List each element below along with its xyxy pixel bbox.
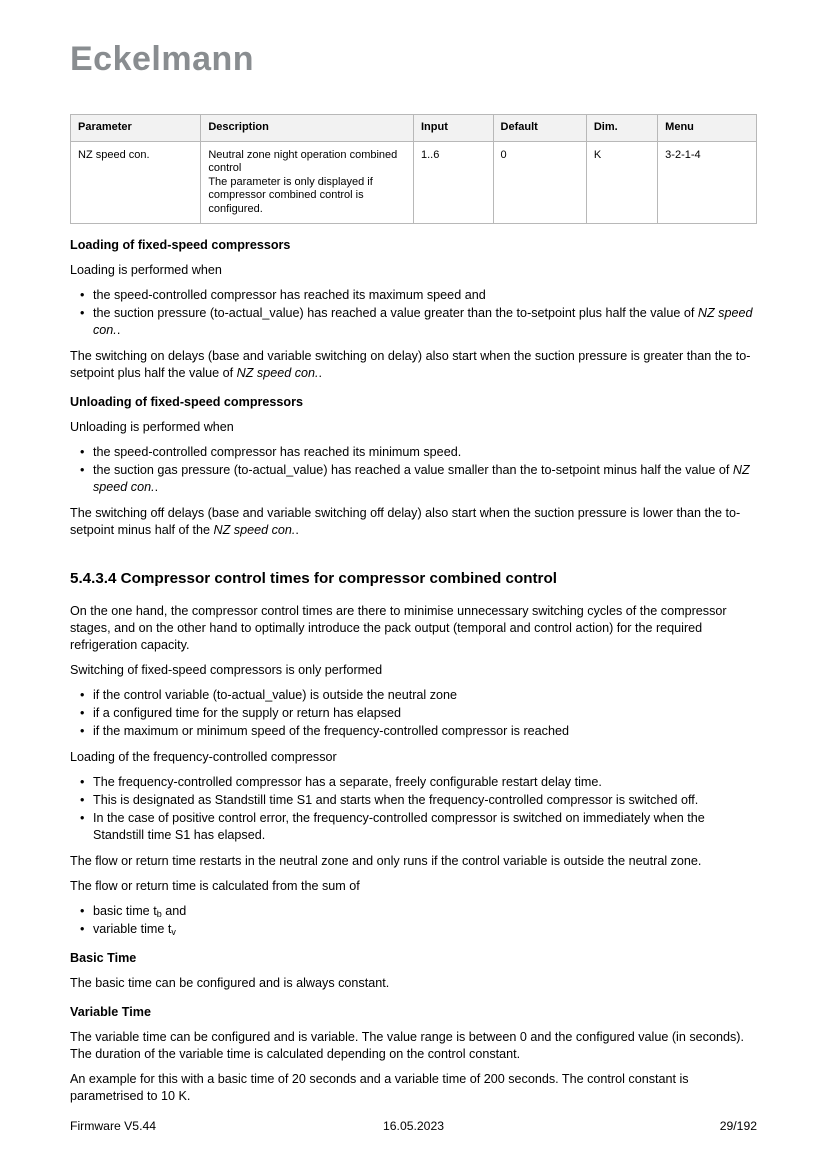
list-item: • the speed-controlled compressor has reached its maximum speed and (80, 287, 757, 304)
parameter-table (70, 114, 757, 224)
list-item: • if the control variable (to-actual_value) is outside the neutral zone (80, 687, 757, 704)
paragraph: Loading is performed when (70, 263, 222, 277)
description-line-1: Neutral zone night operation combined control (208, 148, 398, 174)
table-row (71, 141, 757, 224)
eckelmann-logo: Eckelmann (70, 40, 255, 78)
table-header-dim: Dim. (586, 115, 657, 142)
paragraph: An example for this with a basic time of 20 seconds and a variable time of 200 seconds. The control constant is parametrised to 10 K. (70, 1072, 689, 1103)
list-item: • if the maximum or minimum speed of the frequency-controlled compressor is reached (80, 723, 757, 740)
loading-bullet-list (80, 287, 757, 339)
table-header-parameter: Parameter (71, 115, 201, 142)
footer-page-number: 29/192 (719, 1119, 757, 1133)
switching-bullet-list (80, 687, 757, 740)
paragraph: The basic time can be configured and is always constant. (70, 976, 390, 990)
document-body (70, 237, 757, 1105)
footer-firmware-version: Firmware V5.44 (70, 1119, 157, 1133)
heading-basic-time: Basic Time (70, 951, 137, 965)
heading-unloading: Unloading of fixed-speed compressors (70, 395, 304, 409)
cell-dim: K (586, 141, 657, 224)
table-header-default: Default (493, 115, 586, 142)
description-line-2: The parameter is only displayed if compressor combined control is configured. (208, 175, 373, 215)
list-item: • the suction pressure (to-actual_value) has reached a value greater than the to-setpoint plus half the value of NZ speed con.. (80, 305, 757, 339)
paragraph: Loading of the frequency-controlled compressor (70, 750, 337, 764)
list-item: • The frequency-controlled compressor has a separate, freely configurable restart delay time. (80, 774, 757, 791)
subscript-v: v (171, 927, 176, 937)
table-header-description: Description (201, 115, 414, 142)
list-item: • the speed-controlled compressor has reached its minimum speed. (80, 444, 757, 461)
table-header-row (71, 115, 757, 142)
paragraph: The switching on delays (base and variable switching on delay) also start when the suction pressure is greater than the to-setpoint plus half the value of NZ speed con.. (70, 349, 751, 380)
list-item: • This is designated as Standstill time S1 and starts when the frequency-controlled compressor is switched off. (80, 792, 757, 809)
cell-default: 0 (493, 141, 586, 224)
cell-input: 1..6 (413, 141, 493, 224)
table-header-input: Input (413, 115, 493, 142)
list-item: • the suction gas pressure (to-actual_value) has reached a value smaller than the to-setpoint minus half the value of NZ speed con.. (80, 462, 757, 496)
list-item: • In the case of positive control error, the frequency-controlled compressor is switched on immediately when the Standstill time S1 has elapsed. (80, 810, 757, 844)
sum-bullet-list (80, 903, 757, 938)
section-heading-5-4-3-4: 5.4.3.4 Compressor control times for compressor combined control (70, 570, 557, 587)
frequency-bullet-list (80, 774, 757, 844)
cell-description (201, 141, 414, 224)
list-item: • basic time $t_b$ and (80, 903, 757, 920)
paragraph: Unloading is performed when (70, 420, 234, 434)
paragraph: The variable time can be configured and is variable. The value range is between 0 and the configured value (in seconds). The duration of the variable time is calculated depending on the control constant. (70, 1030, 744, 1061)
list-item: • if a configured time for the supply or return has elapsed (80, 705, 757, 722)
list-item: • variable time $t_v$ (80, 921, 757, 938)
paragraph: The flow or return time restarts in the neutral zone and only runs if the control variable is outside the neutral zone. (70, 854, 702, 868)
unloading-bullet-list (80, 444, 757, 496)
paragraph: The switching off delays (base and variable switching off delay) also start when the suction pressure is lower than the to-setpoint minus half of the NZ speed con.. (70, 506, 741, 537)
heading-loading: Loading of fixed-speed compressors (70, 238, 291, 252)
heading-variable-time: Variable Time (70, 1005, 151, 1019)
paragraph: The flow or return time is calculated from the sum of (70, 879, 360, 893)
paragraph: On the one hand, the compressor control times are there to minimise unnecessary switching cycles of the compressor stages, and on the other hand to optimally introduce the pack output (temporal and control action) for the required refrigeration capacity. (70, 604, 727, 652)
table-header-menu: Menu (658, 115, 757, 142)
cell-parameter: NZ speed con. (71, 141, 201, 224)
subscript-b: b (156, 909, 162, 919)
cell-menu: 3-2-1-4 (658, 141, 757, 224)
footer-date: 16.05.2023 (383, 1119, 444, 1133)
paragraph: Switching of fixed-speed compressors is only performed (70, 663, 383, 677)
